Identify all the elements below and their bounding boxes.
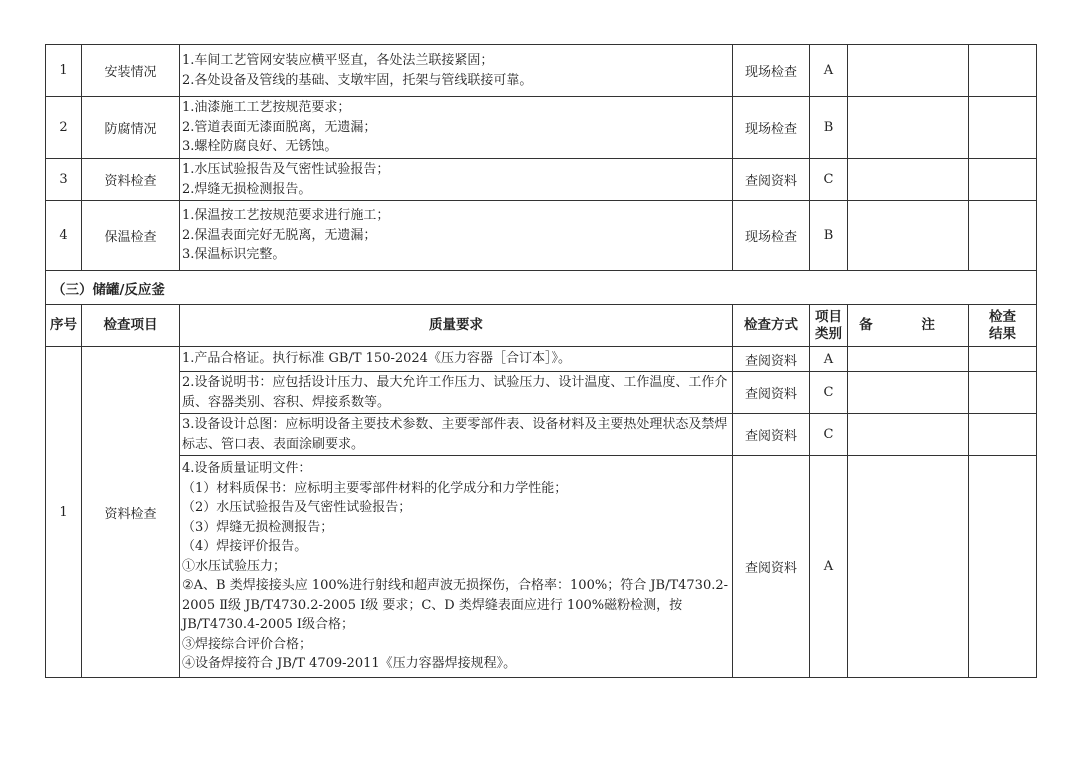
quality-requirement [180, 414, 733, 456]
check-method: 查阅资料 [733, 414, 810, 456]
result-cell [969, 456, 1037, 678]
table-row [46, 372, 1037, 414]
quality-requirement [180, 97, 733, 159]
requirement-line: 2.各处设备及管线的基础、支墩牢固，托架与管线联接可靠。 [182, 72, 533, 88]
check-method: 查阅资料 [733, 159, 810, 201]
header-check-method: 检查方式 [733, 305, 810, 347]
check-item: 资料检查 [82, 347, 180, 678]
header-result [969, 305, 1037, 347]
inspection-table [45, 44, 1037, 678]
result-cell [969, 45, 1037, 97]
requirement-line: 1.水压试验报告及气密性试验报告； [182, 162, 390, 177]
check-method: 现场检查 [733, 97, 810, 159]
quality-requirement [180, 201, 733, 271]
result-cell [969, 414, 1037, 456]
header-no: 序号 [46, 305, 82, 347]
table-row [46, 45, 1037, 97]
requirement-line: ④设备焊接符合 JB/T 4709-2011《压力容器焊接规程》。 [182, 656, 517, 672]
quality-requirement [180, 45, 733, 97]
result-cell [969, 97, 1037, 159]
table-row [46, 347, 1037, 372]
table-row [46, 159, 1037, 201]
item-category: C [810, 159, 848, 201]
row-number: 1 [46, 347, 82, 678]
check-method: 查阅资料 [733, 372, 810, 414]
header-category-line: 项目 [815, 308, 842, 325]
result-cell [969, 201, 1037, 271]
check-item: 资料检查 [82, 159, 180, 201]
table-row [46, 201, 1037, 271]
requirement-line: 2.保温表面完好无脱离，无遗漏； [182, 227, 377, 243]
item-category: B [810, 201, 848, 271]
requirement-line: ①水压试验压力； [182, 558, 287, 574]
check-item: 保温检查 [82, 201, 180, 271]
header-result-line: 结果 [989, 325, 1016, 342]
note-cell [848, 201, 969, 271]
requirement-line: 3.保温标识完整。 [182, 247, 286, 263]
requirement-line: ②A、B 类焊接接头应 100%进行射线和超声波无损探伤，合格率：100%；符合 JB/T4730.2-2005 Ⅱ级 JB/T4730.2-2005 Ⅰ级 要求；C、D 类焊缝表面应进行 100%磁粉检测，按 JB/T4730.4-2005 Ⅰ级合格； [182, 578, 729, 633]
header-note-label: 备 注 [859, 317, 957, 333]
table-row [46, 414, 1037, 456]
table-row [46, 456, 1037, 678]
header-note [848, 305, 969, 347]
check-method: 查阅资料 [733, 347, 810, 372]
note-cell [848, 372, 969, 414]
header-row [46, 305, 1037, 347]
row-number: 2 [46, 97, 82, 159]
table-row [46, 97, 1037, 159]
requirement-line: 2.设备说明书：应包括设计压力、最大允许工作压力、试验压力、设计温度、工作温度、工作介质、容器类别、容积、焊接系数等。 [182, 375, 728, 410]
note-cell [848, 414, 969, 456]
requirement-line: （3）焊缝无损检测报告； [182, 519, 334, 535]
requirement-line: 1.保温按工艺按规范要求进行施工； [182, 208, 390, 224]
result-cell [969, 372, 1037, 414]
requirement-line: 3.设备设计总图：应标明设备主要技术参数、主要零部件表、设备材料及主要热处理状态及禁焊标志、管口表、表面涂刷要求。 [182, 417, 728, 452]
check-method: 查阅资料 [733, 456, 810, 678]
requirement-line: 4.设备质量证明文件： [182, 461, 312, 477]
header-result-line: 检查 [989, 308, 1016, 325]
requirement-line: 2.管道表面无漆面脱离，无遗漏； [182, 119, 377, 135]
note-cell [848, 45, 969, 97]
quality-requirement [180, 456, 733, 678]
row-number: 4 [46, 201, 82, 271]
note-cell [848, 159, 969, 201]
requirement-line: 3.螺栓防腐良好、无锈蚀。 [182, 139, 338, 155]
note-cell [848, 456, 969, 678]
item-category: A [810, 347, 848, 372]
check-method: 现场检查 [733, 45, 810, 97]
check-item: 安装情况 [82, 45, 180, 97]
item-category: A [810, 456, 848, 678]
item-category: A [810, 45, 848, 97]
header-quality-requirement: 质量要求 [180, 305, 733, 347]
header-item-category [810, 305, 848, 347]
check-method: 现场检查 [733, 201, 810, 271]
item-category: C [810, 372, 848, 414]
row-number: 3 [46, 159, 82, 201]
note-cell [848, 347, 969, 372]
requirement-line: 1.产品合格证。执行标准 GB/T 150-2024《压力容器［合订本］》。 [182, 351, 571, 367]
item-category: C [810, 414, 848, 456]
quality-requirement [180, 159, 733, 201]
requirement-line: （4）焊接评价报告。 [182, 539, 308, 555]
requirement-line: （1）材料质保书：应标明主要零部件材料的化学成分和力学性能； [182, 480, 568, 496]
result-cell [969, 159, 1037, 201]
requirement-line: 2.焊缝无损检测报告。 [182, 181, 312, 197]
quality-requirement [180, 347, 733, 372]
header-category-line: 类别 [815, 325, 842, 342]
result-cell [969, 347, 1037, 372]
header-check-item: 检查项目 [82, 305, 180, 347]
note-cell [848, 97, 969, 159]
check-item: 防腐情况 [82, 97, 180, 159]
requirement-line: 1.油漆施工工艺按规范要求； [182, 100, 351, 116]
section-title: （三）储罐/反应釜 [46, 271, 1037, 305]
quality-requirement [180, 372, 733, 414]
section-row [46, 271, 1037, 305]
requirement-line: （2）水压试验报告及气密性试验报告； [182, 500, 412, 516]
item-category: B [810, 97, 848, 159]
requirement-line: ③焊接综合评价合格； [182, 636, 313, 652]
row-number: 1 [46, 45, 82, 97]
requirement-line: 1.车间工艺管网安装应横平竖直，各处法兰联接紧固； [182, 53, 494, 68]
